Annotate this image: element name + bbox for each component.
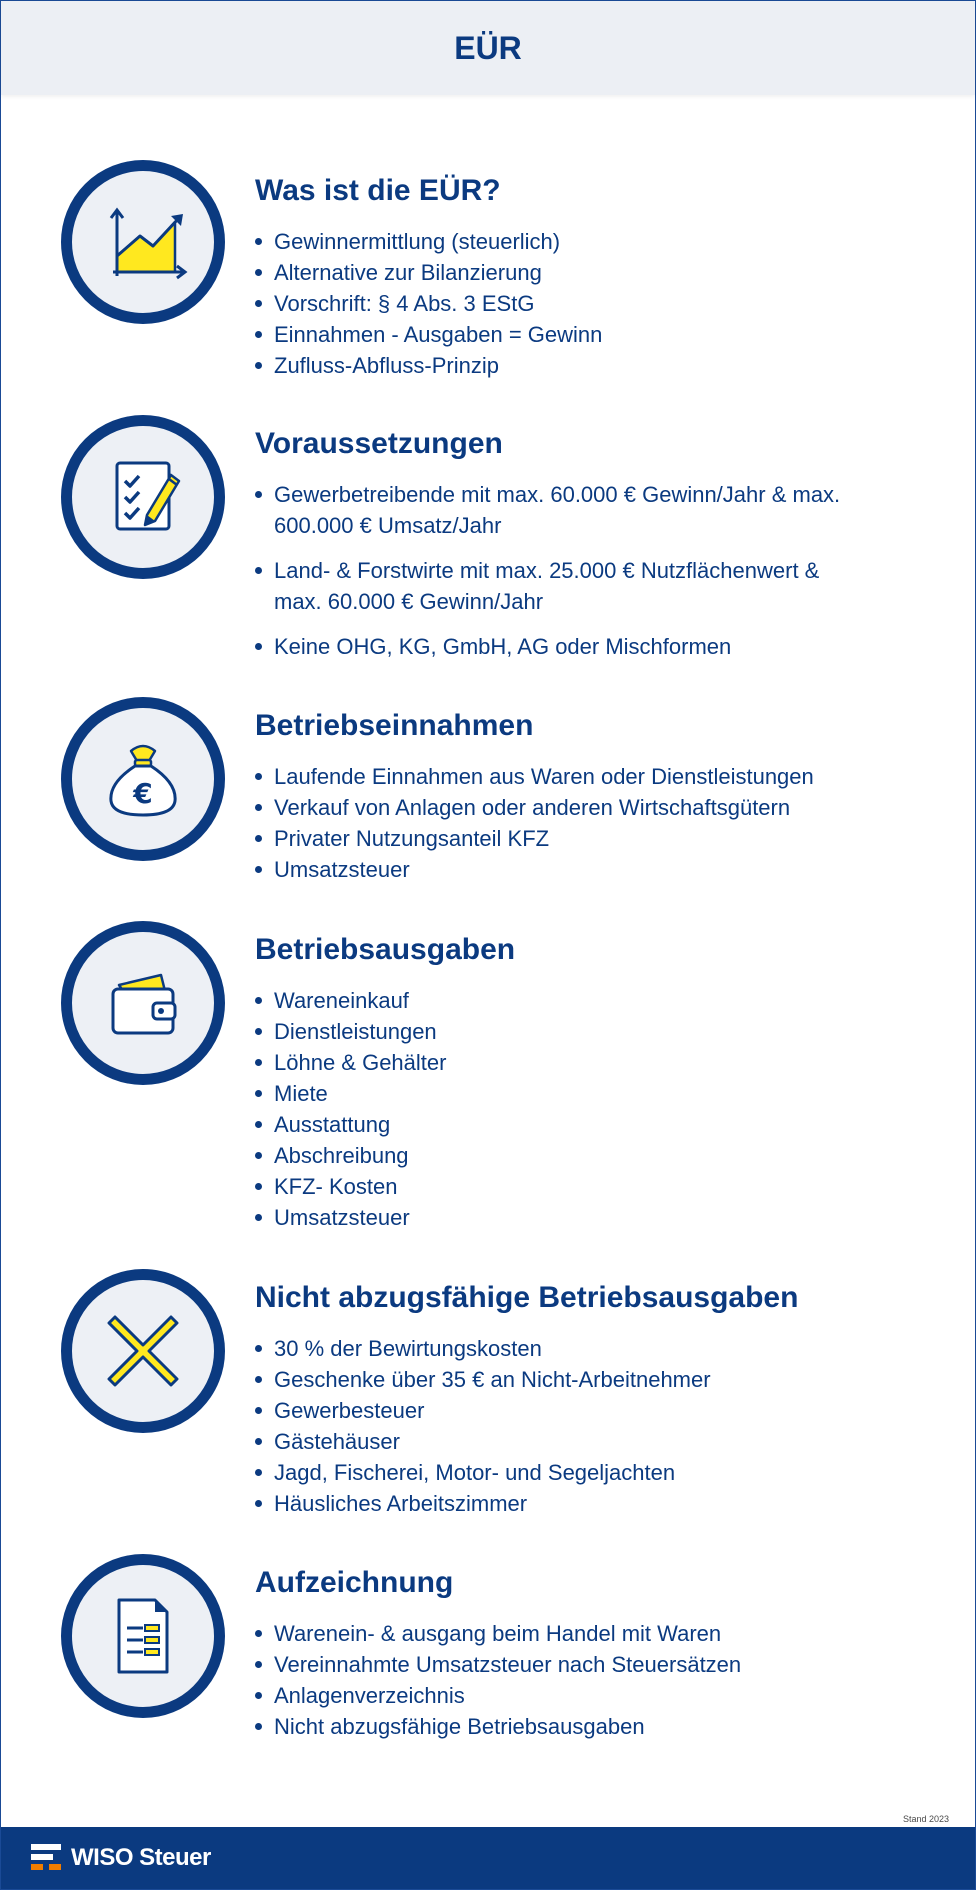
list-item: Miete — [255, 1078, 875, 1109]
list-item: Gästehäuser — [255, 1426, 875, 1457]
list-item: Verkauf von Anlagen oder anderen Wirtschaftsgütern — [255, 792, 875, 823]
list-item: Ausstattung — [255, 1109, 875, 1140]
bullet-list — [255, 1618, 875, 1742]
list-item: Alternative zur Bilanzierung — [255, 257, 875, 288]
list-item: KFZ- Kosten — [255, 1171, 875, 1202]
cross-icon — [61, 1269, 225, 1433]
list-item: Löhne & Gehälter — [255, 1047, 875, 1078]
list-item: 30 % der Bewirtungskosten — [255, 1333, 875, 1364]
rising-chart-icon — [61, 160, 225, 324]
list-item: Land- & Forstwirte mit max. 25.000 € Nutzflächenwert & max. 60.000 € Gewinn/Jahr — [255, 555, 855, 617]
section-title: Was ist die EÜR? — [255, 174, 501, 207]
document-list-icon — [61, 1554, 225, 1718]
wallet-icon — [61, 921, 225, 1085]
section-title: Aufzeichnung — [255, 1566, 454, 1599]
list-item: Anlagenverzeichnis — [255, 1680, 875, 1711]
section-title: Nicht abzugsfähige Betriebsausgaben — [255, 1281, 799, 1314]
list-item: Vereinnahmte Umsatzsteuer nach Steuersätzen — [255, 1649, 875, 1680]
page-title: EÜR — [454, 29, 522, 66]
header-bar — [1, 1, 975, 95]
list-item: Umsatzsteuer — [255, 1202, 875, 1233]
wiso-steuer-logo — [31, 1844, 211, 1872]
list-item: Einnahmen - Ausgaben = Gewinn — [255, 319, 875, 350]
brand-name: WISO Steuer — [71, 1844, 211, 1871]
list-item: Warenein- & ausgang beim Handel mit Waren — [255, 1618, 875, 1649]
section-title: Voraussetzungen — [255, 427, 503, 460]
money-bag-euro-icon — [61, 697, 225, 861]
list-item: Umsatzsteuer — [255, 854, 875, 885]
bullet-list — [255, 761, 875, 885]
list-item: Häusliches Arbeitszimmer — [255, 1488, 875, 1519]
list-item: Keine OHG, KG, GmbH, AG oder Mischformen — [255, 631, 855, 662]
bullet-list — [255, 1333, 875, 1519]
list-item: Vorschrift: § 4 Abs. 3 EStG — [255, 288, 875, 319]
list-item: Dienstleistungen — [255, 1016, 875, 1047]
footer-bar — [1, 1827, 975, 1889]
bullet-list — [255, 985, 875, 1233]
wiso-logo-icon — [31, 1844, 63, 1872]
list-item: Laufende Einnahmen aus Waren oder Dienstleistungen — [255, 761, 875, 792]
section-title: Betriebseinnahmen — [255, 709, 534, 742]
list-item: Nicht abzugsfähige Betriebsausgaben — [255, 1711, 875, 1742]
checklist-pencil-icon — [61, 415, 225, 579]
list-item: Gewinnermittlung (steuerlich) — [255, 226, 875, 257]
svg-text:€: € — [133, 777, 153, 810]
section-title: Betriebsausgaben — [255, 933, 516, 966]
list-item: Gewerbesteuer — [255, 1395, 875, 1426]
bullet-list — [255, 226, 875, 381]
list-item: Wareneinkauf — [255, 985, 875, 1016]
list-item: Abschreibung — [255, 1140, 875, 1171]
stand-note: Stand 2023 — [902, 1814, 949, 1824]
list-item: Privater Nutzungsanteil KFZ — [255, 823, 875, 854]
bullet-list — [255, 479, 855, 662]
list-item: Geschenke über 35 € an Nicht-Arbeitnehmer — [255, 1364, 875, 1395]
list-item: Gewerbetreibende mit max. 60.000 € Gewinn/Jahr & max. 600.000 € Umsatz/Jahr — [255, 479, 855, 541]
list-item: Jagd, Fischerei, Motor- und Segeljachten — [255, 1457, 875, 1488]
list-item: Zufluss-Abfluss-Prinzip — [255, 350, 875, 381]
